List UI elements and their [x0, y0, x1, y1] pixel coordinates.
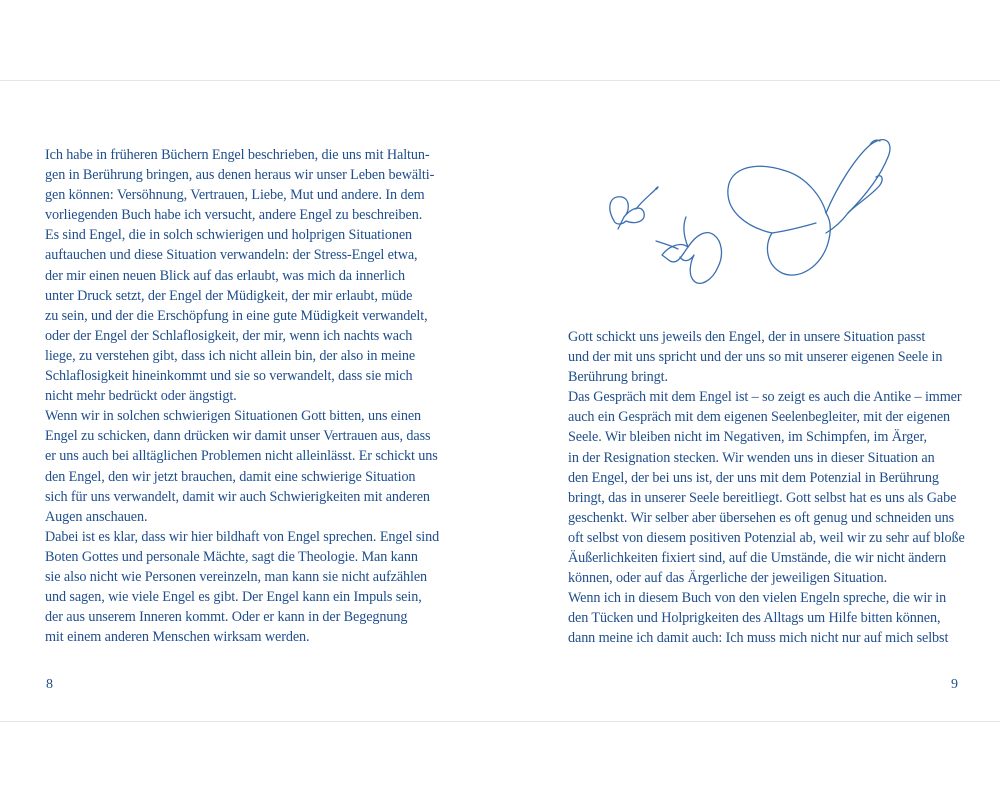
right-text-line: geschenkt. Wir selber aber übersehen es oft genug und schneiden uns — [568, 509, 955, 526]
left-text-line: sie also nicht wie Personen vereinzeln, man kann sie nicht aufzählen — [45, 568, 428, 585]
left-text-line: oder der Engel der Schlaflosigkeit, der mir, wenn ich nachts wach — [45, 327, 413, 344]
right-text-line: können, oder auf das Ärgerliche der jeweiligen Situation. — [568, 570, 888, 587]
left-text-line: gen in Berührung bringen, aus denen heraus wir unser Leben bewälti- — [45, 167, 435, 184]
right-text-line: Gott schickt uns jeweils den Engel, der in unsere Situation passt — [568, 329, 926, 345]
left-text-line: Augen anschauen. — [45, 508, 148, 525]
right-text-line: Das Gespräch mit dem Engel ist – so zeigt es auch die Antike – immer — [568, 389, 962, 406]
left-text-line: zu sein, und der die Erschöpfung in eine gute Müdigkeit verwandelt, — [45, 307, 428, 324]
small-butterfly-icon — [610, 187, 658, 229]
left-text-line: auftauchen und diese Situation verwandeln: der Stress-Engel etwa, — [45, 247, 418, 264]
right-text-line: den Engel, der bei uns ist, der uns mit dem Potenzial in Berührung — [568, 469, 939, 486]
left-text-line: Ich habe in früheren Büchern Engel beschrieben, die uns mit Haltun- — [45, 147, 430, 163]
right-text-line: Äußerlichkeiten fixiert sind, auf die Umstände, die wir nicht ändern — [568, 550, 947, 567]
left-text-line: Wenn wir in solchen schwierigen Situationen Gott bitten, uns einen — [45, 408, 422, 425]
left-text-line: Dabei ist es klar, dass wir hier bildhaft von Engel sprechen. Engel sind — [45, 528, 440, 545]
left-text-line: mit einem anderen Menschen wirksam werden. — [45, 629, 310, 646]
left-text-line: sich für uns verwandelt, damit wir auch Schwierigkeiten mit anderen — [45, 488, 430, 505]
book-spread — [0, 80, 1000, 722]
left-text-line: liege, zu verstehen gibt, dass ich nicht allein bin, der also in meine — [45, 347, 416, 364]
right-page-text — [568, 327, 965, 649]
left-text-line: er uns auch bei alltäglichen Problemen nicht alleinlässt. Er schickt uns — [45, 448, 438, 465]
left-text-line: und sagen, wie viele Engel es gibt. Der Engel kann ein Impuls sein, — [45, 589, 422, 606]
right-text-line: den Tücken und Holprigkeiten des Alltags um Hilfe bitten können, — [568, 610, 941, 627]
page-number-left: 8 — [46, 677, 53, 692]
left-text-line: nicht mehr bedrückt oder ängstigt. — [45, 388, 237, 405]
left-text-line: unter Druck setzt, der Engel der Müdigkeit, der mir erlaubt, müde — [45, 287, 413, 304]
left-text-line: Boten Gottes und personale Mächte, sagt die Theologie. Man kann — [45, 548, 418, 565]
right-text-line: Berührung bringt. — [568, 369, 668, 386]
left-text-line: Engel zu schicken, dann drücken wir damit unser Vertrauen aus, dass — [45, 428, 431, 445]
left-text-line: den Engel, den wir jetzt brauchen, damit eine schwierige Situation — [45, 468, 416, 485]
left-page-text — [45, 145, 439, 647]
left-page — [0, 81, 500, 721]
left-text-line: gen können: Versöhnung, Vertrauen, Liebe, Mut und andere. In dem — [45, 187, 425, 204]
right-text-line: Seele. Wir bleiben nicht im Negativen, im Schimpfen, im Ärger, — [568, 429, 927, 446]
right-text-line: oft selbst von diesem positiven Potenzial ab, weil wir zu sehr auf bloße — [568, 529, 965, 546]
large-butterfly-icon — [728, 140, 890, 275]
left-text-line: vorliegenden Buch habe ich versucht, andere Engel zu beschreiben. — [45, 207, 423, 224]
butterflies-icon — [596, 137, 908, 289]
right-text-line: und der mit uns spricht und der uns so mit unserer eigenen Seele in — [568, 349, 943, 366]
right-text-line: in der Resignation stecken. Wir wenden uns in dieser Situation an — [568, 449, 935, 466]
right-text-line: auch ein Gespräch mit dem eigenen Seelenbegleiter, mit der eigenen — [568, 409, 951, 426]
page-number-right: 9 — [951, 677, 958, 692]
left-text-line: der mir einen neuen Blick auf das erlaubt, was mich da innerlich — [45, 267, 405, 284]
left-text-line: Es sind Engel, die in solch schwierigen und holprigen Situationen — [45, 227, 413, 244]
right-text-line: dann meine ich damit auch: Ich muss mich nicht nur auf mich selbst — [568, 630, 949, 647]
left-text-line: der aus unserem Inneren kommt. Oder er kann in der Begegnung — [45, 609, 408, 626]
right-text-line: bringt, das in unserer Seele bereitliegt. Gott selbst hat es uns als Gabe — [568, 489, 957, 506]
right-text-line: Wenn ich in diesem Buch von den vielen Engeln spreche, die wir in — [568, 590, 947, 607]
middle-butterfly-icon — [656, 217, 721, 283]
left-text-line: Schlaflosigkeit hineinkommt und sie so verwandelt, dass sie mich — [45, 368, 413, 385]
